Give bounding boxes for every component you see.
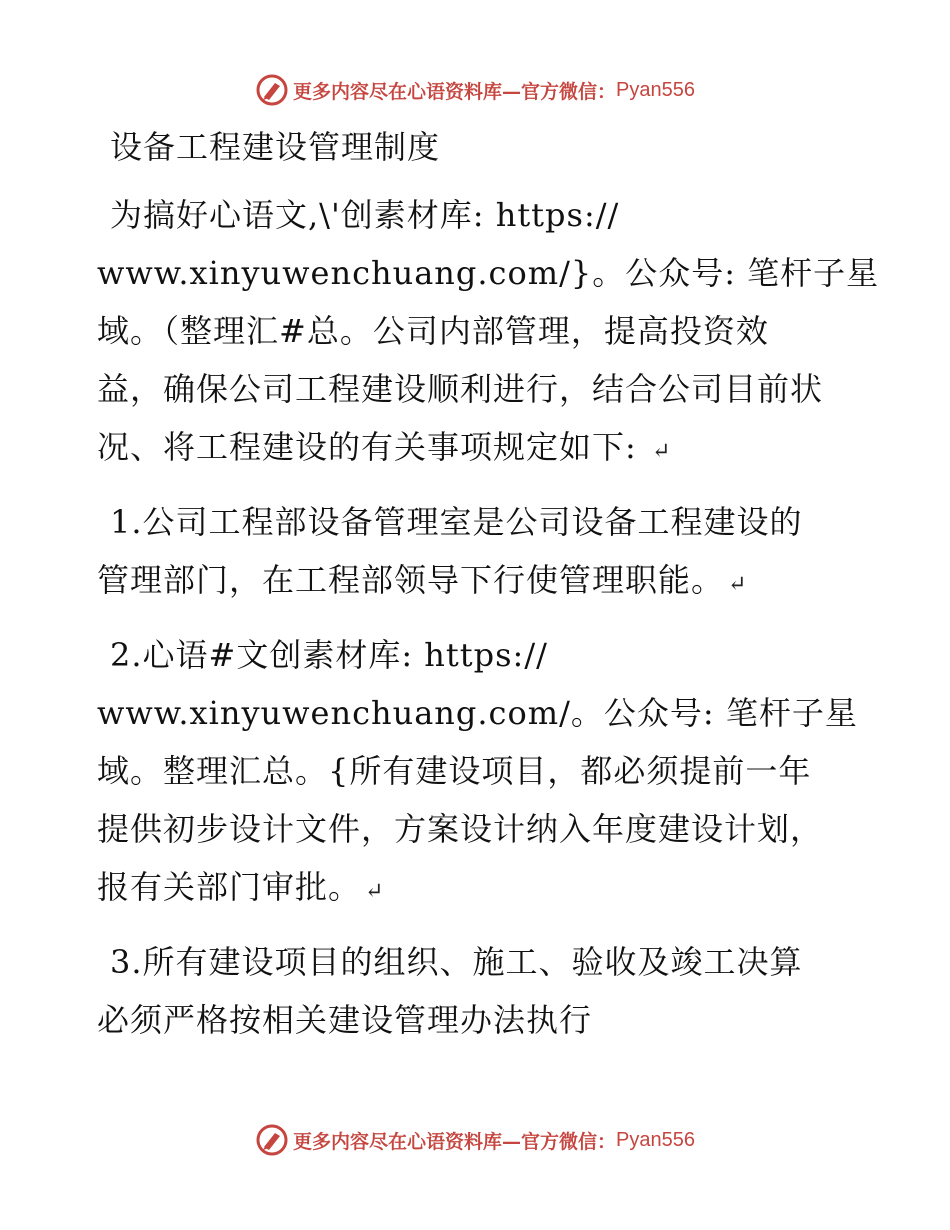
banner-official-text: —官方微信： [502,80,617,103]
footer-watermark-banner [0,1120,950,1160]
paragraph-end-mark: ↵ [365,879,385,904]
paragraph-item-2 [97,626,857,921]
paragraph-line-text: 况、将工程建设的有关事项规定如下: [97,428,648,466]
pen-nib-logo-icon [255,1123,289,1157]
paragraph-end-mark: ↵ [728,572,748,597]
banner-wechat-id: Pyan556 [616,78,695,101]
paragraph-item-1 [97,493,857,614]
paragraph-line: 为搞好心语文,\'创素材库: https:// [110,196,620,234]
document-title: 设备工程建设管理制度 [110,128,441,166]
paragraph-line [97,858,857,921]
paragraph-end-mark: ↵ [651,439,672,464]
paragraph-item-3 [97,933,857,1049]
pen-nib-logo-icon [255,73,289,107]
paragraph-line: 域。（整理汇#总。公司内部管理，提高投资效 [97,312,769,350]
paragraph-line [97,551,857,614]
banner-brand-text: 更多内容尽在心语资料库 [293,1130,503,1153]
paragraph-line: 益，确保公司工程建设顺利进行，结合公司目前状 [97,370,824,408]
paragraph-line-text: 管理部门，在工程部领导下行使管理职能。 [97,561,725,599]
header-watermark-banner [0,70,950,110]
paragraph-line: 1.公司工程部设备管理室是公司设备工程建设的 [110,503,803,541]
paragraph-line: 必须严格按相关建设管理办法执行 [97,1001,593,1039]
paragraph-line: 提供初步设计文件，方案设计纳入年度建设计划， [97,810,824,848]
paragraph-intro [97,186,880,481]
banner-wechat-id: Pyan556 [616,1128,695,1151]
paragraph-line: www.xinyuwenchuang.com/。公众号: 笔杆子星 [97,694,858,732]
paragraph-line: 域。整理汇总。{所有建设项目，都必须提前一年 [97,752,812,790]
paragraph-line: 2.心语#文创素材库: https:// [110,636,548,674]
paragraph-line: 3.所有建设项目的组织、施工、验收及竣工决算 [110,943,803,981]
paragraph-line: www.xinyuwenchuang.com/}。公众号: 笔杆子星 [97,254,880,292]
document-body [97,118,880,1049]
paragraph-line-text: 报有关部门审批。 [97,868,362,906]
paragraph-line [97,418,857,481]
banner-official-text: —官方微信： [502,1130,617,1153]
banner-brand-text: 更多内容尽在心语资料库 [293,80,503,103]
